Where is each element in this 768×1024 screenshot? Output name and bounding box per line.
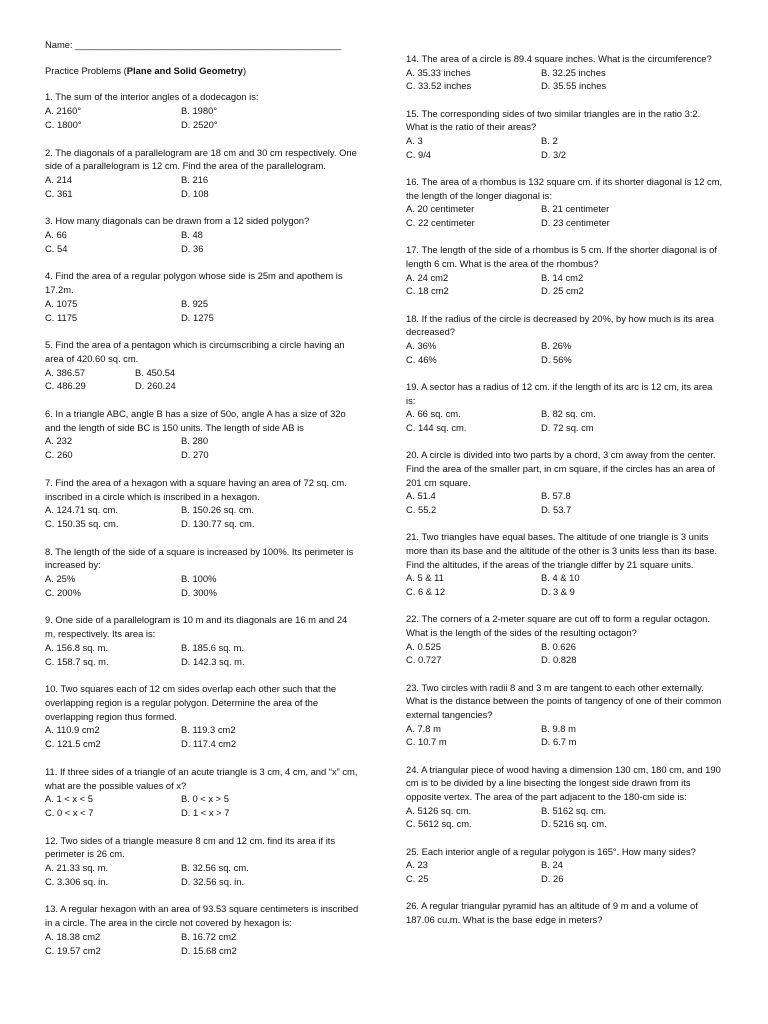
answer-choice: B. 119.3 cm2 [181, 724, 236, 736]
answer-choice: C. 46% [406, 353, 437, 365]
answer-choices [45, 641, 360, 668]
answer-choices [406, 134, 724, 161]
problem-item [45, 214, 360, 255]
name-field-line: Name: ___________________________________________________ [45, 39, 342, 50]
answer-choice: B. 100% [181, 573, 217, 585]
answer-choices [406, 804, 724, 831]
answer-choice: B. 450.54 [135, 366, 176, 378]
answer-choices [406, 571, 724, 598]
answer-choice: B. 280 [181, 435, 209, 447]
problem-spacer [406, 230, 724, 244]
answer-choice: C. 6 & 12 [406, 586, 446, 597]
answer-choice: D. 25 cm2 [541, 285, 584, 297]
answer-choices [45, 861, 360, 888]
problem-spacer [406, 599, 724, 613]
answer-choice: D. 260.24 [135, 380, 176, 392]
answer-choice: A. 66 sq. cm. [406, 408, 461, 420]
problem-question: 15. The corresponding sides of two similar triangles are in the ratio 3:2. What is the ratio of their areas? [406, 107, 701, 133]
problem-question: 4. Find the area of a regular polygon whose side is 25m and apothem is 17.2m. [45, 270, 343, 296]
answer-choice: B. 0.626 [541, 640, 576, 652]
answer-choice: C. 54 [45, 242, 68, 254]
answer-choice: C. 3.306 sq. in. [45, 875, 109, 887]
answer-choice: B. 5162 sq. cm. [541, 804, 607, 816]
subtitle-topic: Plane and Solid Geometry [126, 65, 243, 77]
answer-choice: A. 110.9 cm2 [45, 724, 100, 736]
problem-question: 7. Find the area of a hexagon with a square having an area of 72 sq. cm. inscribed in a circle which is inscribed in a hexagon. [45, 476, 347, 502]
problem-item [406, 763, 724, 832]
problem-question: 24. A triangular piece of wood having a dimension 130 cm, 180 cm, and 190 cm is to be divided by a line bisecting the longest side drawn from its opposite vertex. The area of the part adjacent to the 180-cm side is: [406, 763, 721, 802]
problem-item [45, 407, 360, 462]
problem-spacer [406, 831, 724, 845]
answer-choices [45, 723, 360, 750]
answer-choice: A. 386.57 [45, 366, 86, 378]
answer-choice: C. 55.2 [406, 503, 437, 515]
answer-choice: D. 117.4 cm2 [181, 738, 237, 750]
answer-choice: D. 0.828 [541, 654, 577, 666]
answer-choice: B. 26% [541, 339, 572, 351]
answer-choice: A. 156.8 sq. m. [45, 641, 109, 653]
problem-item [45, 90, 360, 131]
answer-choice: C. 5612 sq. cm. [406, 818, 472, 830]
answer-choices [406, 271, 724, 298]
answer-choices [45, 366, 360, 393]
problem-item [45, 338, 360, 393]
problem-spacer [45, 531, 360, 545]
answer-choice: B. 24 [541, 859, 563, 871]
answer-choice: B. 150.26 sq. cm. [181, 504, 254, 516]
answer-choice: C. 158.7 sq. m. [45, 655, 109, 667]
answer-choice: C. 150.35 sq. cm. [45, 517, 119, 529]
answer-choice: A. 66 [45, 229, 67, 241]
problem-item [45, 613, 360, 668]
answer-choice: A. 23 [406, 859, 428, 871]
answer-choice: A. 25% [45, 573, 76, 585]
answer-choice: B. 185.6 sq. m. [181, 641, 245, 653]
answer-choice: D. 56% [541, 353, 572, 365]
answer-choice: A. 36% [406, 339, 437, 351]
answer-choice: D. 3/2 [541, 148, 567, 160]
answer-choice: D. 270 [181, 449, 209, 461]
answer-choice: D. 142.3 sq. m. [181, 655, 245, 667]
problem-question: 26. A regular triangular pyramid has an altitude of 9 m and a volume of 187.06 cu.m. What is the base edge in meters? [406, 900, 698, 925]
problem-spacer [45, 200, 360, 214]
answer-choice: C. 33.52 inches [406, 80, 472, 92]
answer-choice: D. 1 < x > 7 [181, 806, 230, 818]
answer-choices [406, 66, 724, 93]
answer-choice: B. 16.72 cm2 [181, 930, 237, 942]
answer-choice: C. 22 centimeter [406, 217, 475, 229]
problem-question: 1. The sum of the interior angles of a dodecagon is: [45, 91, 259, 103]
problem-item [45, 765, 360, 820]
problem-item [406, 380, 724, 435]
problem-item [406, 175, 724, 230]
problem-item [406, 312, 724, 367]
answer-choice: C. 10.7 m [406, 736, 447, 748]
answer-choice: D. 1275 [181, 311, 214, 323]
answer-choices [45, 503, 360, 530]
problem-item [45, 269, 360, 324]
problem-question: 25. Each interior angle of a regular polygon is 165°. How many sides? [406, 845, 696, 857]
answer-choices [406, 858, 724, 885]
problem-question: 23. Two circles with radii 8 and 3 m are tangent to each other externally. What is the distance between the points of tangency of one of their common external tangencies? [406, 681, 722, 720]
problem-question: 11. If three sides of a triangle of an acute triangle is 3 cm, 4 cm, and “x” cm, what are the possible values of x? [45, 765, 358, 791]
answer-choices [45, 104, 360, 131]
problem-question: 19. A sector has a radius of 12 cm. if the length of its arc is 12 cm, its area is: [406, 380, 713, 406]
answer-choice: D. 53.7 [541, 503, 572, 515]
answer-choice: C. 25 [406, 872, 429, 884]
answer-choices [45, 173, 360, 200]
answer-choice: B. 1980° [181, 105, 218, 117]
answer-choice: D. 5216 sq. cm. [541, 818, 607, 830]
problem-item [406, 52, 724, 93]
left-column [45, 38, 360, 957]
answer-choices [45, 930, 360, 957]
problem-item [45, 476, 360, 531]
answer-choice: A. 18.38 cm2 [45, 930, 101, 942]
answer-choices [406, 407, 724, 434]
problem-question: 17. The length of the side of a rhombus is 5 cm. If the shorter diagonal is of length 6 cm. What is the area of the rhombus? [406, 244, 717, 269]
answer-choice: A. 1075 [45, 297, 78, 309]
problem-spacer [45, 393, 360, 407]
answer-choice: C. 19.57 cm2 [45, 944, 101, 956]
answer-choice: B. 32.56 sq. cm. [181, 862, 249, 874]
answer-choices [406, 722, 724, 749]
problem-spacer [45, 599, 360, 613]
answer-choice: C. 144 sq. cm. [406, 421, 467, 433]
problem-spacer [45, 132, 360, 146]
problem-question: 9. One side of a parallelogram is 10 m and its diagonals are 16 m and 24 m, respectively. Its area is: [45, 614, 348, 640]
problem-question: 20. A circle is divided into two parts by a chord, 3 cm away from the center. Find the area of the smaller part, in cm square, if the circles has an area of 201 cm square. [406, 449, 716, 488]
answer-choices [406, 489, 724, 516]
problem-question: 21. Two triangles have equal bases. The altitude of one triangle is 3 units more than its base and the altitude of the other is 3 units less than its base. Find the altitudes, if the areas of the triangle differ by 21 square units. [406, 531, 718, 570]
answer-choice: D. 2520° [181, 118, 218, 130]
problem-item [45, 682, 360, 751]
answer-choice: D. 15.68 cm2 [181, 944, 237, 956]
answer-choice: D. 23 centimeter [541, 217, 610, 229]
problem-item [406, 243, 724, 298]
answer-choice: A. 124.71 sq. cm. [45, 504, 118, 516]
problem-question: 18. If the radius of the circle is decreased by 20%, by how much is its area decreased? [406, 312, 714, 338]
answer-choice: A. 51.4 [406, 490, 436, 502]
answer-choices [406, 202, 724, 229]
answer-choice: D. 3 & 9 [541, 586, 575, 597]
answer-choices [45, 792, 360, 819]
right-problem-list [406, 52, 724, 927]
answer-choice: D. 108 [181, 187, 209, 199]
problem-spacer [406, 517, 724, 531]
worksheet-subtitle [45, 64, 360, 77]
problem-spacer [406, 298, 724, 312]
problem-question: 22. The corners of a 2-meter square are cut off to form a regular octagon. What is the length of the sides of the resulting octagon? [406, 613, 710, 638]
answer-choice: D. 72 sq. cm [541, 421, 594, 433]
answer-choice: A. 3 [406, 135, 423, 147]
answer-choice: A. 214 [45, 173, 73, 185]
problem-spacer [406, 366, 724, 380]
answer-choices [45, 228, 360, 255]
problem-question: 10. Two squares each of 12 cm sides overlap each other such that the overlapping region is a regular polygon. Determine the area of the overlapping region thus formed. [45, 683, 337, 722]
problem-spacer [406, 667, 724, 681]
problem-question: 6. In a triangle ABC, angle B has a size of 50o, angle A has a size of 32o and the length of side BC is 150 units. The length of side AB is [45, 408, 346, 433]
answer-choice: C. 486.29 [45, 380, 86, 392]
problem-spacer [45, 255, 360, 269]
problem-spacer [45, 668, 360, 682]
answer-choice: A. 232 [45, 435, 73, 447]
answer-choice: B. 48 [181, 229, 203, 241]
problem-question: 16. The area of a rhombus is 132 square cm. if its shorter diagonal is 12 cm, the length of the longer diagonal is: [406, 175, 723, 201]
answer-choice: A. 35.33 inches [406, 66, 471, 78]
answer-choice: D. 300% [181, 586, 217, 598]
answer-choice: B. 14 cm2 [541, 271, 584, 283]
problem-item [406, 448, 724, 517]
answer-choice: C. 200% [45, 586, 81, 598]
subtitle-suffix: ) [242, 65, 247, 77]
problem-question: 2. The diagonals of a parallelogram are 18 cm and 30 cm respectively. One side of a parallelogram is 12 cm. Find the area of the parallelogram. [45, 146, 357, 172]
answer-choice: A. 24 cm2 [406, 271, 449, 283]
problem-spacer [406, 435, 724, 449]
problem-item [406, 845, 724, 886]
problem-spacer [406, 749, 724, 763]
problem-question: 14. The area of a circle is 89.4 square inches. What is the circumference? [406, 53, 712, 64]
problem-spacer [45, 462, 360, 476]
answer-choice: A. 1 < x < 5 [45, 793, 93, 805]
problem-item [406, 681, 724, 750]
answer-choices [45, 297, 360, 324]
answer-choice: B. 0 < x > 5 [181, 793, 229, 805]
answer-choice: A. 0.525 [406, 640, 441, 652]
problem-item [406, 107, 724, 162]
right-column [406, 52, 724, 927]
answer-choice: B. 4 & 10 [541, 572, 580, 584]
answer-choice: D. 130.77 sq. cm. [181, 517, 255, 529]
answer-choice: B. 82 sq. cm. [541, 408, 596, 420]
problem-spacer [45, 888, 360, 902]
answer-choice: D. 32.56 sq. in. [181, 875, 245, 887]
answer-choice: B. 2 [541, 135, 558, 147]
answer-choice: B. 216 [181, 173, 209, 185]
answer-choice: B. 21 centimeter [541, 203, 610, 215]
answer-choice: B. 32.25 inches [541, 66, 606, 78]
answer-choices [45, 434, 360, 461]
problem-item [406, 899, 724, 926]
problem-spacer [45, 324, 360, 338]
problem-spacer [45, 751, 360, 765]
answer-choice: C. 0.727 [406, 654, 442, 666]
problem-spacer [406, 93, 724, 107]
answer-choices [406, 339, 724, 366]
answer-choices [406, 640, 724, 667]
answer-choice: D. 26 [541, 872, 564, 884]
problem-item [45, 545, 360, 600]
answer-choice: D. 35.55 inches [541, 80, 607, 92]
answer-choice: B. 925 [181, 297, 209, 309]
problem-spacer [45, 820, 360, 834]
answer-choice: A. 21.33 sq. m. [45, 862, 109, 874]
problem-item [406, 612, 724, 667]
answer-choice: B. 9.8 m [541, 722, 576, 734]
answer-choice: C. 18 cm2 [406, 285, 449, 297]
answer-choice: C. 260 [45, 449, 73, 461]
problem-question: 8. The length of the side of a square is increased by 100%. Its perimeter is increased by: [45, 545, 354, 571]
answer-choice: A. 7.8 m [406, 722, 441, 734]
answer-choice: A. 5 & 11 [406, 572, 444, 584]
problem-question: 5. Find the area of a pentagon which is circumscribing a circle having an area of 420.60 sq. cm. [45, 339, 345, 364]
answer-choice: A. 20 centimeter [406, 203, 475, 215]
answer-choice: D. 36 [181, 242, 204, 254]
answer-choice: C. 361 [45, 187, 73, 199]
problem-item [45, 146, 360, 201]
answer-choice: C. 9/4 [406, 148, 432, 160]
problem-spacer [406, 886, 724, 900]
subtitle-prefix: Practice Problems ( [45, 65, 127, 77]
problem-spacer [406, 161, 724, 175]
problem-item [45, 834, 360, 889]
problem-item [45, 902, 360, 957]
problem-question: 12. Two sides of a triangle measure 8 cm and 12 cm. find its area if its perimeter is 26 cm. [45, 834, 336, 860]
answer-choices [45, 572, 360, 599]
answer-choice: C. 1800° [45, 118, 82, 130]
answer-choice: D. 6.7 m [541, 736, 577, 748]
answer-choice: A. 2160° [45, 105, 82, 117]
left-problem-list [45, 90, 360, 957]
problem-question: 13. A regular hexagon with an area of 93.53 square centimeters is inscribed in a circle. The area in the circle not covered by hexagon is: [45, 903, 359, 929]
answer-choice: A. 5126 sq. cm. [406, 804, 472, 816]
answer-choice: C. 1175 [45, 311, 78, 323]
problem-item [406, 530, 724, 599]
answer-choice: C. 0 < x < 7 [45, 806, 94, 818]
answer-choice: B. 57.8 [541, 490, 571, 502]
answer-choice: C. 121.5 cm2 [45, 738, 101, 750]
problem-question: 3. How many diagonals can be drawn from a 12 sided polygon? [45, 215, 310, 227]
